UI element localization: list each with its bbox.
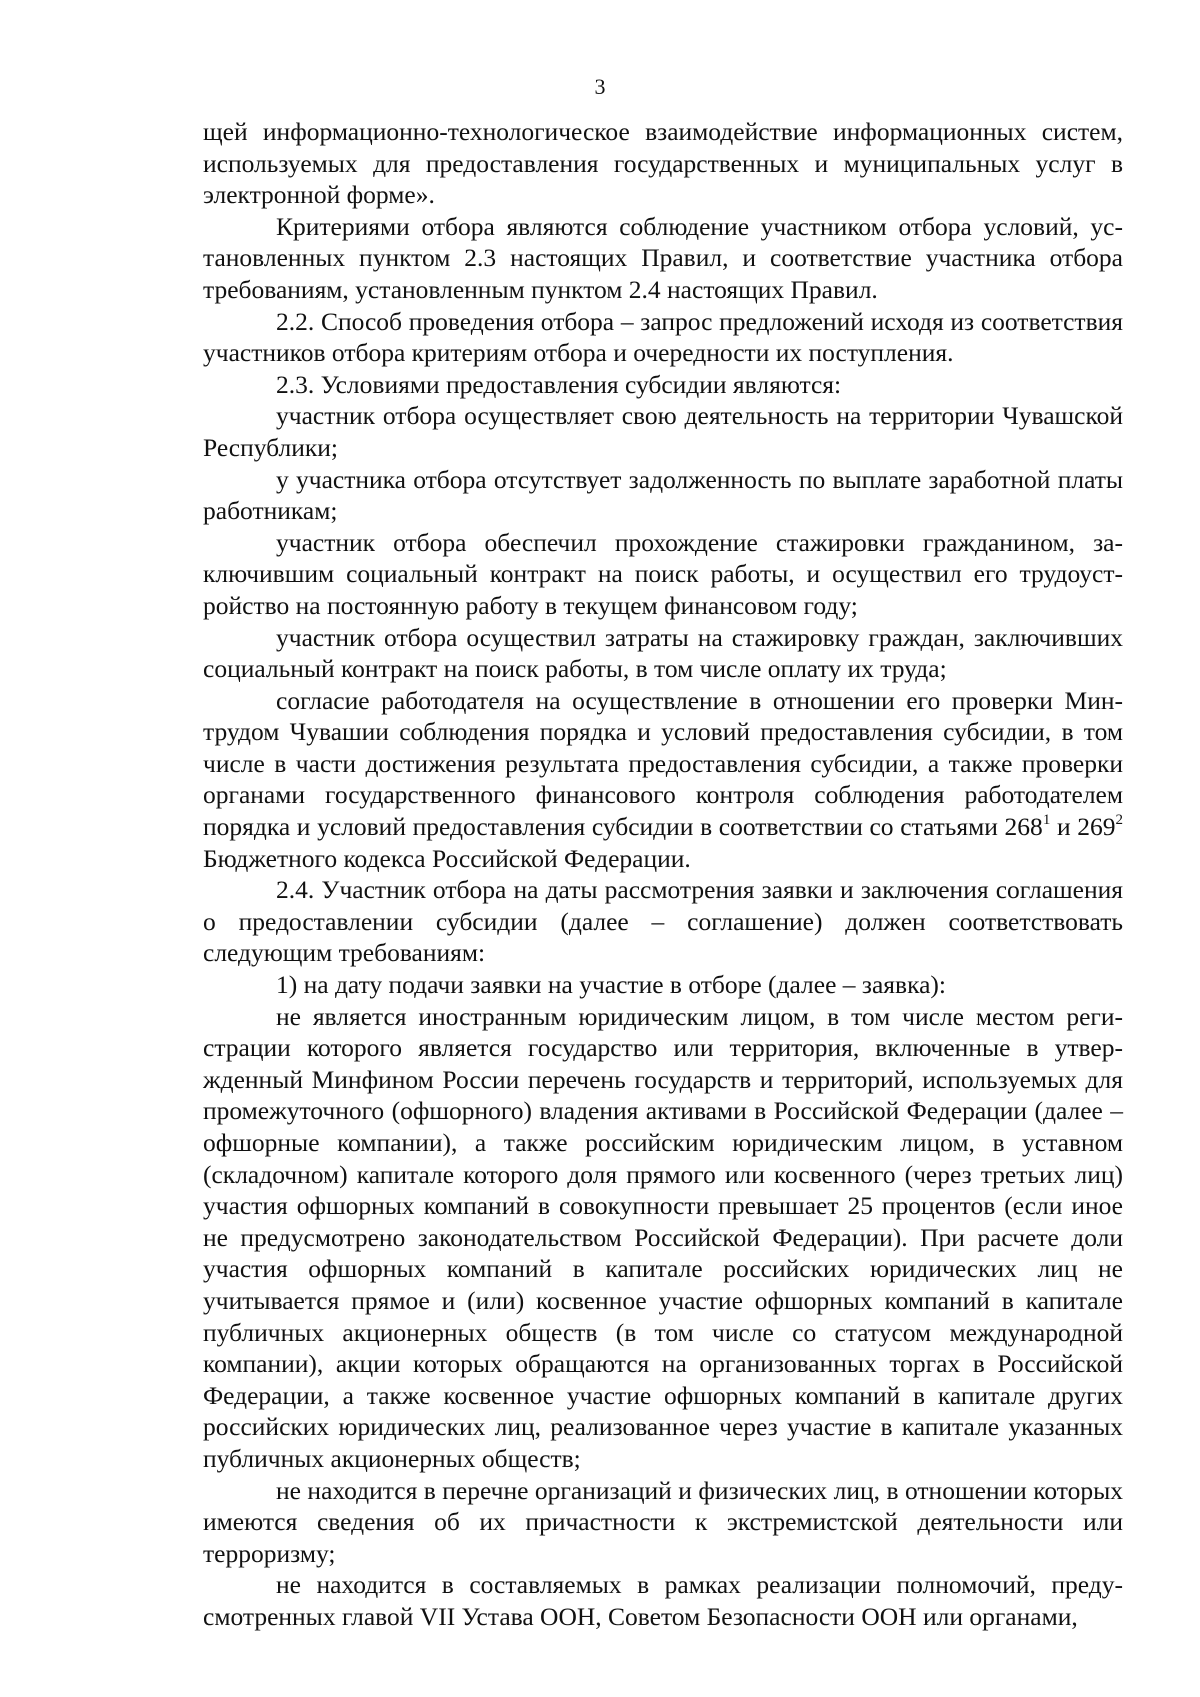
paragraph-text: согласие работодателя на осуществление в отношении его проверки Минтрудом Чувашии соблюдения порядка и условий предоставления субсидии, в том числе в части достижения результата предоставления субсидии, а также проверки органами государственного финансового контроля соблюдения работодателем порядка и условий предоставления субсидии в соответствии со статьями 268 (203, 685, 1123, 842)
paragraph: Критериями отбора являются соблюдение участником отбора условий, установленных пунктом 2.3 настоящих Правил, и соответствие участника отбора требованиям, установленным пунктом 2.4 настоящих Правил. (203, 211, 1123, 304)
paragraph: щей информационно-технологическое взаимодействие информационных систем, используемых для предоставления государственных и муниципальных услуг в электронной форме». (203, 117, 1123, 210)
paragraph: 2.3. Условиями предоставления субсидии являются: (276, 369, 842, 399)
paragraph: участник отбора осуществляет свою деятельность на территории Чувашской Республики; (203, 401, 1123, 462)
paragraph: участник отбора обеспечил прохождение стажировки гражданином, заключившим социальный контракт на поиск работы, и осуществил его трудоустройство на постоянную работу в текущем финансовом году; (203, 527, 1123, 620)
paragraph: у участника отбора отсутствует задолженность по выплате заработной платы работникам; (203, 464, 1123, 526)
paragraph: 1) на дату подачи заявки на участие в отборе (далее – заявка): (276, 970, 946, 1000)
paragraph-text: и 269 (1050, 812, 1116, 842)
paragraph: не находится в перечне организаций и физических лиц, в отношении которых имеются сведения об их причастности к экстремистской деятельности или терроризму; (203, 1475, 1123, 1568)
paragraph: 2.2. Способ проведения отбора – запрос предложений исходя из соответствия участников отбора критериям отбора и очередности их поступления. (203, 306, 1123, 368)
superscript: 1 (1042, 811, 1051, 828)
superscript: 2 (1115, 811, 1123, 828)
paragraph: не является иностранным юридическим лицом, в том числе местом регистрации которого является государство или территория, включенные в утвержденный Минфином России перечень государств и территорий, используемых для промежуточного (офшорного) владения активами в Российской Федерации (далее – офшорные компании), а также российским юридическим лицом, в уставном (складочном) капитале которого доля прямого или косвенного (через третьих лиц) участия офшорных компаний в совокупности превышает 25 процентов (если иное не предусмотрено законодательством Российской Федерации). При расчете доли участия офшорных компаний в капитале российских юридических лиц не учитывается прямое и (или) косвенное участие офшорных компаний в капитале публичных акционерных обществ (в том числе со статусом международной компании), акции которых обращаются на организованных торгах в Российской Федерации, а также косвенное участие офшорных компаний в капитале других российских юридических лиц, реализованное через участие в капитале указанных публичных акционерных обществ; (203, 1001, 1123, 1473)
paragraph-text: Бюджетного кодекса Российской Федерации. (203, 843, 691, 873)
paragraph: 2.4. Участник отбора на даты рассмотрения заявки и заключения соглашения о предоставлении субсидии (далее – соглашение) должен соответствовать следующим требованиям: (203, 875, 1123, 968)
paragraph (203, 685, 1123, 875)
document-body (203, 116, 1123, 1633)
page-number: 3 (594, 74, 606, 99)
paragraph: не находится в составляемых в рамках реализации полномочий, предусмотренных главой VII Устава ООН, Советом Безопасности ООН или органами, (203, 1570, 1123, 1631)
paragraph: участник отбора осуществил затраты на стажировку граждан, заключивших социальный контракт на поиск работы, в том числе оплату их труда; (203, 622, 1123, 684)
